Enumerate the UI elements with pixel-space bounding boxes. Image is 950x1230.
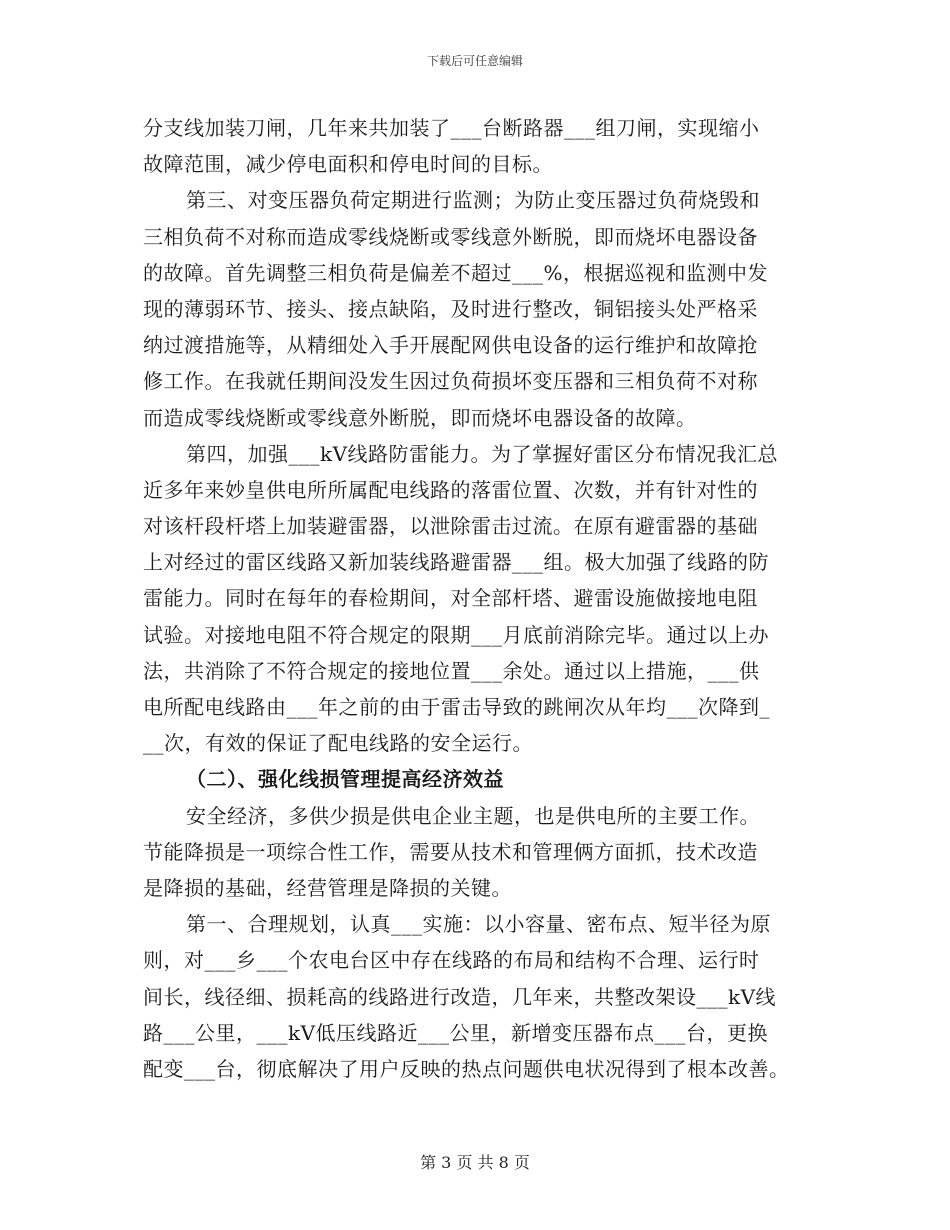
text-line: 安全经济，多供少损是供电企业主题，也是供电所的主要工作。 — [186, 803, 760, 828]
page-footer: 第 3 页 共 8 页 — [420, 1153, 530, 1172]
text-line: 分支线加装刀闸，几年来共加装了___台断路器___组刀闸，实现缩小 — [143, 116, 760, 140]
section-heading: （二）、强化线损管理提高经济效益 — [186, 767, 504, 792]
text-line: 电所配电线路由___年之前的由于雷击导致的跳闸次从年均___次降到_ — [143, 695, 770, 719]
page-header: 下载后可任意编辑 — [426, 54, 523, 68]
text-line: 上对经过的雷区线路又新加装线路避雷器___组。极大加强了线路的防 — [143, 550, 769, 575]
text-line: 修工作。在我就任期间没发生因过负荷损坏变压器和三相负荷不对称 — [143, 369, 758, 394]
text-line: 路___公里，___kV低压线路近___公里，新增变压器布点___台，更换 — [143, 1020, 769, 1045]
text-line: 故障范围，减少停电面积和停电时间的目标。 — [143, 152, 553, 177]
text-line: 第一、合理规划，认真___实施：以小容量、密布点、短半径为原 — [186, 912, 771, 937]
text-line: 法，共消除了不符合规定的接地位置___余处。通过以上措施，___供 — [143, 658, 760, 683]
text-line: 的故障。首先调整三相负荷是偏差不超过___%，根据巡视和监测中发 — [143, 260, 769, 285]
text-line: 则，对___乡___个农电台区中存在线路的布局和结构不合理、运行时 — [143, 948, 760, 973]
document-body — [143, 110, 823, 1087]
text-line: 试验。对接地电阻不符合规定的限期___月底前消除完毕。通过以上办 — [143, 622, 769, 647]
text-line: 第四，加强___kV线路防雷能力。为了掌握好雷区分布情况我汇总 — [186, 441, 779, 466]
text-line: 而造成零线烧断或零线意外断脱，即而烧坏电器设备的故障。 — [143, 405, 697, 430]
text-line: 纳过渡措施等，从精细处入手开展配网供电设备的运行维护和故障抢 — [143, 333, 758, 358]
text-line: 雷能力。同时在每年的春检期间，对全部杆塔、避雷设施做接地电阻 — [143, 586, 758, 611]
text-line: 间长，线径细、损耗高的线路进行改造，几年来，共整改架设___kV线 — [143, 984, 777, 1009]
text-line: 节能降损是一项综合性工作，需要从技术和管理俩方面抓，技术改造 — [143, 839, 758, 864]
text-line: 配变___台，彻底解决了用户反映的热点问题供电状况得到了根本改善。 — [143, 1056, 790, 1081]
text-line: 对该杆段杆塔上加装避雷器，以泄除雷击过流。在原有避雷器的基础 — [143, 514, 758, 539]
text-line: 三相负荷不对称而造成零线烧断或零线意外断脱，即而烧坏电器设备 — [143, 224, 758, 249]
text-line: 近多年来妙皇供电所所属配电线路的落雷位置、次数，并有针对性的 — [143, 477, 758, 502]
text-line: 是降损的基础，经营管理是降损的关键。 — [143, 875, 512, 900]
text-line: 现的薄弱环节、接头、接点缺陷，及时进行整改，铜铝接头处严格采 — [143, 296, 758, 321]
text-line: 第三、对变压器负荷定期进行监测；为防止变压器过负荷烧毁和 — [186, 188, 760, 213]
text-line: __次，有效的保证了配电线路的安全运行。 — [143, 731, 533, 756]
